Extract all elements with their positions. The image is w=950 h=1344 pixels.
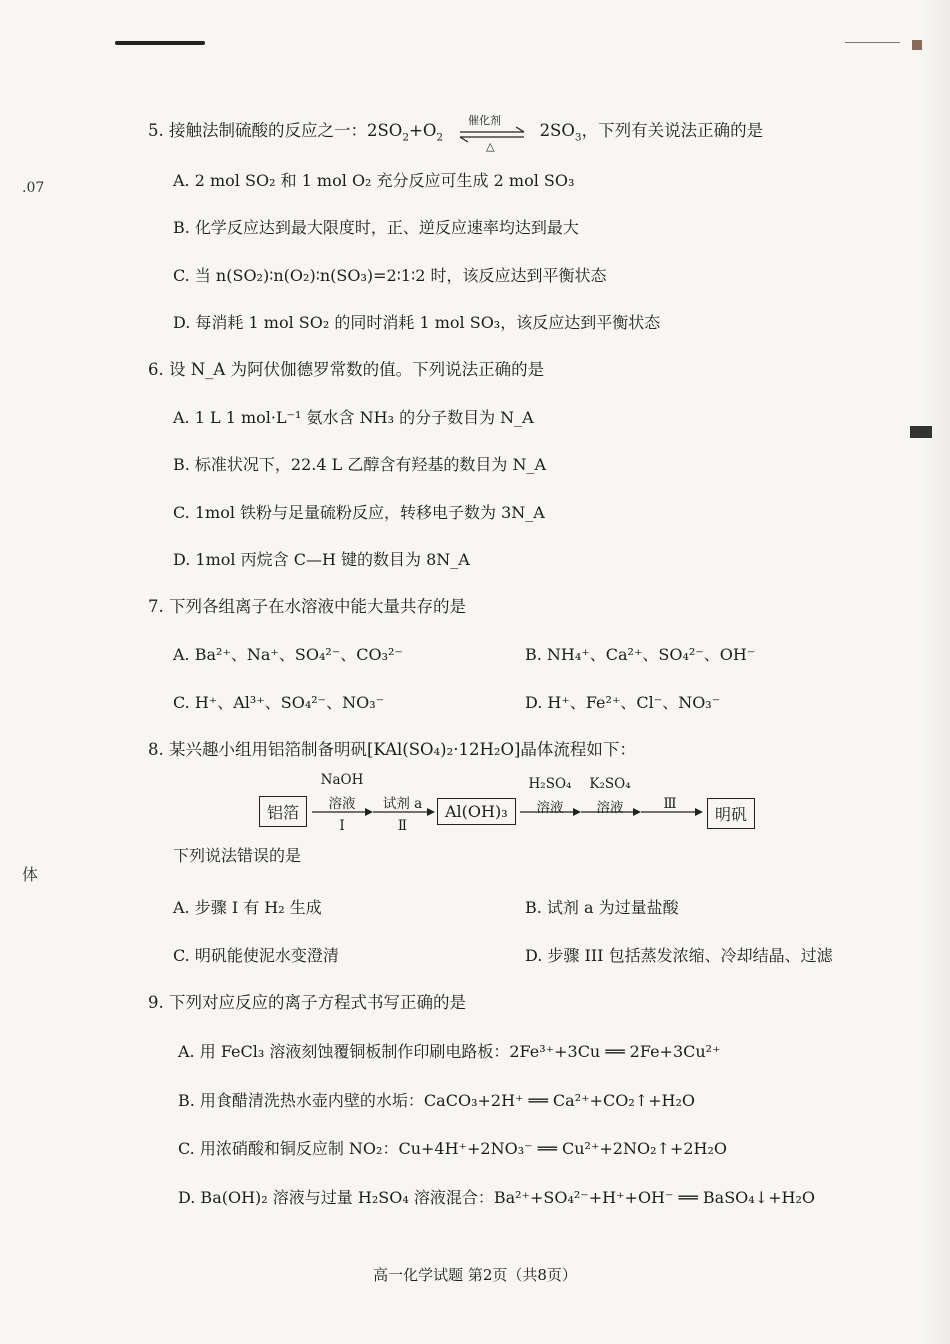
equilibrium-arrow <box>458 112 528 156</box>
q8-sub-stem: 下列说法错误的是 <box>173 846 302 865</box>
q7-option-a: A. Ba²⁺、Na⁺、SO₄²⁻、CO₃²⁻ <box>173 645 403 664</box>
flow-step-3: Ⅲ <box>663 796 677 812</box>
top-scan-line <box>845 42 900 43</box>
q5-option-a: A. 2 mol SO₂ 和 1 mol O₂ 充分反应可生成 2 mol SO₃ <box>173 171 575 190</box>
q9-stem: 9. 下列对应反应的离子方程式书写正确的是 <box>148 993 466 1012</box>
heat-label: △ <box>486 140 495 153</box>
q8-option-a: A. 步骤 I 有 H₂ 生成 <box>173 898 322 917</box>
flow-reagent-4-mid: 溶液 <box>596 800 624 816</box>
process-flow-diagram <box>255 770 775 840</box>
margin-note-2: 体 <box>22 865 39 884</box>
q9-option-c: C. 用浓硝酸和铜反应制 NO₂：Cu+4H⁺+2NO₃⁻ ══ Cu²⁺+2NO₂↑+2H₂O <box>178 1139 727 1158</box>
q5-option-b: B. 化学反应达到最大限度时，正、逆反应速率均达到最大 <box>173 218 579 237</box>
flow-reagent-2-top: 试剂 a <box>382 796 423 812</box>
flow-step-1: Ⅰ <box>339 818 345 834</box>
q6-option-d: D. 1mol 丙烷含 C—H 键的数目为 8N_A <box>173 550 470 569</box>
top-scan-mark <box>115 41 205 45</box>
q6-option-a: A. 1 L 1 mol·L⁻¹ 氨水含 NH₃ 的分子数目为 N_A <box>173 408 534 427</box>
edge-mark-middle <box>910 426 932 438</box>
q9-option-b: B. 用食醋清洗热水壶内壁的水垢：CaCO₃+2H⁺ ══ Ca²⁺+CO₂↑+H₂O <box>178 1091 696 1110</box>
q7-option-d: D. H⁺、Fe²⁺、Cl⁻、NO₃⁻ <box>525 693 721 712</box>
page-edge-shadow <box>920 0 950 1344</box>
catalyst-label: 催化剂 <box>468 114 501 127</box>
page-footer: 高一化学试题 第2页（共8页） <box>373 1266 577 1284</box>
q5-option-c: C. 当 n(SO₂)∶n(O₂)∶n(SO₃)=2∶1∶2 时，该反应达到平衡状态 <box>173 266 607 285</box>
q8-option-c: C. 明矾能使泥水变澄清 <box>173 946 339 965</box>
q8-option-b: B. 试剂 a 为过量盐酸 <box>525 898 679 917</box>
flow-reagent-1-top: NaOH <box>320 772 364 788</box>
flow-reagent-3-top: H₂SO₄ <box>528 776 572 792</box>
q7-option-b: B. NH₄⁺、Ca²⁺、SO₄²⁻、OH⁻ <box>525 645 756 664</box>
q5-stem: 5. 接触法制硫酸的反应之一：$2SO_2+O_2$ $2SO_3$，下列有关说法正确的是 <box>148 121 764 144</box>
q9-option-d: D. Ba(OH)₂ 溶液与过量 H₂SO₄ 溶液混合：Ba²⁺+SO₄²⁻+H⁺+OH⁻ ══ BaSO₄↓+H₂O <box>178 1188 815 1207</box>
q8-stem: 8. 某兴趣小组用铝箔制备明矾[KAl(SO₄)₂·12H₂O]晶体流程如下： <box>148 740 636 759</box>
flow-step-2: Ⅱ <box>397 818 408 834</box>
q9-option-a: A. 用 FeCl₃ 溶液刻蚀覆铜板制作印刷电路板：2Fe³⁺+3Cu ══ 2Fe+3Cu²⁺ <box>178 1042 721 1061</box>
q8-option-d: D. 步骤 III 包括蒸发浓缩、冷却结晶、过滤 <box>525 946 833 965</box>
q7-stem: 7. 下列各组离子在水溶液中能大量共存的是 <box>148 597 466 616</box>
edge-mark-top <box>912 40 922 50</box>
flow-start-box: 铝箔 <box>259 796 307 827</box>
q6-option-b: B. 标准状况下，22.4 L 乙醇含有羟基的数目为 N_A <box>173 455 546 474</box>
margin-note-1: .07 <box>22 180 45 196</box>
q6-option-c: C. 1mol 铁粉与足量硫粉反应，转移电子数为 3N_A <box>173 503 545 522</box>
q5-option-d: D. 每消耗 1 mol SO₂ 的同时消耗 1 mol SO₃，该反应达到平衡状态 <box>173 313 661 332</box>
flow-reagent-3-mid: 溶液 <box>536 800 564 816</box>
q6-stem: 6. 设 N_A 为阿伏伽德罗常数的值。下列说法正确的是 <box>148 360 545 379</box>
flow-reagent-4-top: K₂SO₄ <box>589 776 631 792</box>
flow-end-box: 明矾 <box>707 798 755 829</box>
flow-reagent-1-mid: 溶液 <box>328 796 356 812</box>
q7-option-c: C. H⁺、Al³⁺、SO₄²⁻、NO₃⁻ <box>173 693 385 712</box>
flow-mid-box: Al(OH)₃ <box>437 798 516 825</box>
